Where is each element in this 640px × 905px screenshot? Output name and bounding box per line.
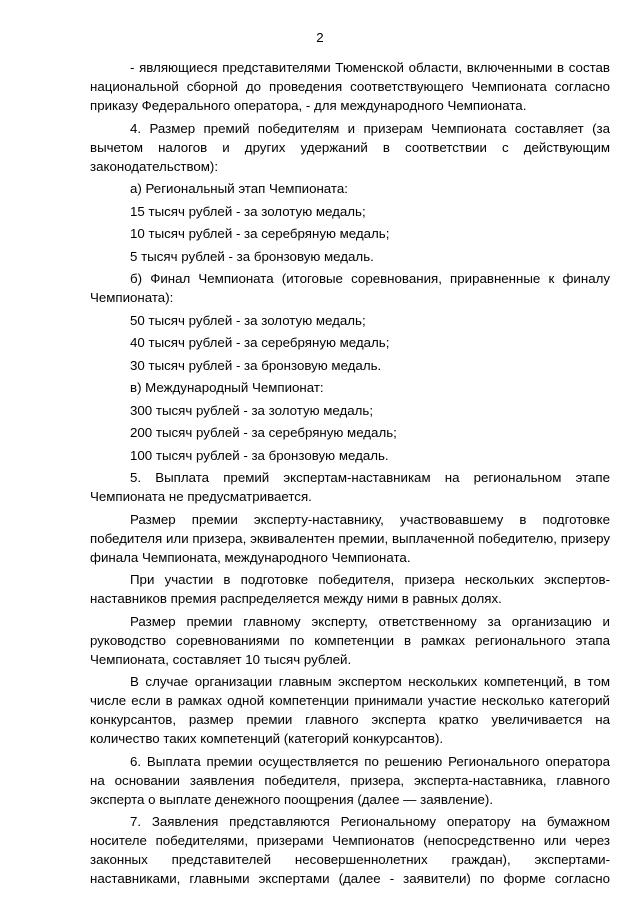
page-number: 2 <box>316 30 324 45</box>
paragraph-applications: 7. Заявления представляются Региональному оператору на бумажном носителе победителями, призерами Чемпионатов (непосредственно или через законных представителей несовершеннолетних граждан), экспертами-наставниками, главными экспертами (далее - заявители) по форме согласно <box>90 814 610 886</box>
list-item-regional-stage: а) Региональный этап Чемпионата: <box>130 181 348 196</box>
paragraph-final-stage: б) Финал Чемпионата (итоговые соревнования, приравненные к финалу Чемпионата): <box>90 271 610 305</box>
paragraph-payment-decision: 6. Выплата премии осуществляется по решению Регионального оператора на основании заявления победителя, призера, эксперта-наставника, главного эксперта о выплате денежного поощрения (далее — заявление). <box>90 753 610 807</box>
list-item-international-bronze: 100 тысяч рублей - за бронзовую медаль. <box>130 447 389 463</box>
list-item-regional-bronze: 5 тысяч рублей - за бронзовую медаль. <box>130 248 374 264</box>
list-item-final-silver: 40 тысяч рублей - за серебряную медаль; <box>130 335 390 350</box>
paragraph-multiple-mentors: При участии в подготовке победителя, призера нескольких экспертов-наставников премия распределяется между ними в равных долях. <box>90 572 610 606</box>
list-item-international-silver: 200 тысяч рублей - за серебряную медаль; <box>130 425 397 440</box>
list-item-regional-gold: 15 тысяч рублей - за золотую медаль; <box>130 203 366 219</box>
paragraph-representatives: - являющиеся представителями Тюменской области, включенными в состав национальной сборной до проведения соответствующего Чемпионата согласно приказу Федерального оператора, - для международного Чемпионата. <box>90 60 610 113</box>
list-item-international: в) Международный Чемпионат: <box>130 380 324 395</box>
list-item-regional-silver: 10 тысяч рублей - за серебряную медаль; <box>130 226 390 241</box>
list-item-final-bronze: 30 тысяч рублей - за бронзовую медаль. <box>130 357 382 373</box>
paragraph-prize-amounts: 4. Размер премий победителям и призерам Чемпионата составляет (за вычетом налогов и других удержаний в соответствии с действующим законодательством): <box>90 120 610 174</box>
list-item-final-gold: 50 тысяч рублей - за золотую медаль; <box>130 312 366 328</box>
paragraph-mentor-payments: 5. Выплата премий экспертам-наставникам на региональном этапе Чемпионата не предусматривается. <box>90 470 610 504</box>
paragraph-multiple-competencies: В случае организации главным экспертом нескольких компетенций, в том числе если в рамках одной компетенции принимали участие несколько категорий конкурсантов, размер премии главного эксперта кратко увеличивается на количество таких компетенций (категорий конкурсантов). <box>90 674 610 746</box>
list-item-international-gold: 300 тысяч рублей - за золотую медаль; <box>130 402 374 418</box>
document-body <box>90 58 610 888</box>
paragraph-chief-expert: Размер премии главному эксперту, ответственному за организацию и руководство соревнованиями по компетенции в рамках регионального этапа Чемпионата, составляет 10 тысяч рублей. <box>90 613 610 667</box>
paragraph-mentor-amount: Размер премии эксперту-наставнику, участвовавшему в подготовке победителя или призера, эквивалентен премии, выплаченной победителю, призеру финала Чемпионата, международного Чемпионата. <box>90 511 610 565</box>
